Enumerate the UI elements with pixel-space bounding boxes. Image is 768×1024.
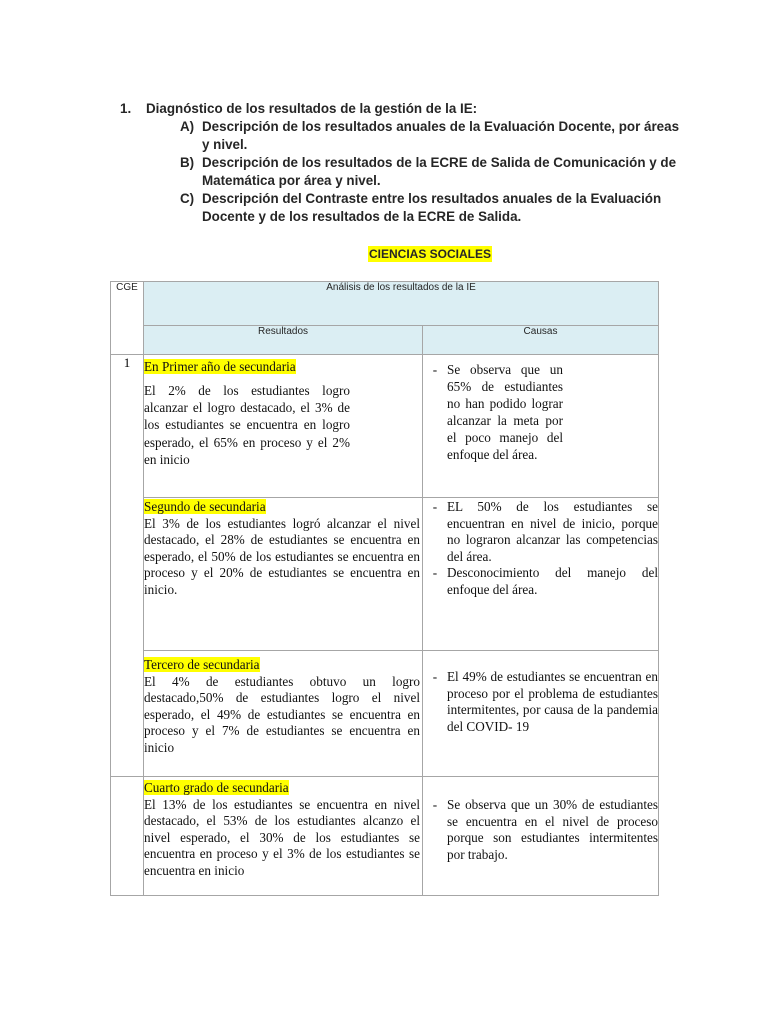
column-header-group: Análisis de los resultados de la IE (144, 282, 659, 326)
table-subheader-row (111, 326, 659, 355)
heading-number: 1. (120, 101, 132, 116)
cge-value: 1 (111, 355, 144, 777)
table-row (111, 777, 659, 896)
cge-empty (111, 777, 144, 896)
cause-item: - El 49% de estudiantes se encuentran en proceso por el problema de estudiantes intermitentes, por causa de la pandemia del COVID- 19 (432, 669, 658, 734)
result-cell (144, 355, 423, 498)
cause-cell (423, 498, 659, 651)
table-header-row (111, 282, 659, 326)
column-header-results: Resultados (144, 326, 423, 355)
heading-item-letter: C) (180, 191, 195, 206)
heading-item-letter: A) (180, 119, 195, 134)
heading-item-a (180, 118, 680, 154)
heading-item-text: Descripción del Contraste entre los resultados anuales de la Evaluación Docente y de los resultados de la ECRE de Salida. (202, 191, 662, 224)
result-cell (144, 651, 423, 777)
cause-item: - EL 50% de los estudiantes se encuentran en nivel de inicio, porque no lograron alcanzar las competencias del área. (432, 499, 658, 564)
results-table (110, 281, 659, 896)
result-cell (144, 498, 423, 651)
grade-title: En Primer año de secundaria (144, 359, 296, 374)
result-text: El 13% de los estudiantes se encuentra en nivel destacado, el 53% de los estudiantes alcanzo el nivel esperado, el 30% de los estudiantes se encuentra en proceso y el 3% de los estudiantes se encuentra en inicio (144, 796, 420, 878)
heading-main (120, 100, 680, 118)
result-cell (144, 777, 423, 896)
cause-text: Desconocimiento del manejo del enfoque del área. (447, 565, 658, 597)
cause-cell (423, 777, 659, 896)
heading-item-text: Descripción de los resultados anuales de la Evaluación Docente, por áreas y nivel. (202, 119, 680, 152)
heading-item-letter: B) (180, 155, 195, 170)
heading-item-c (180, 190, 680, 226)
cause-text: Se observa que un 30% de estudiantes se encuentra en el nivel de proceso porque son estudiantes intermitentes por trabajo. (447, 797, 658, 862)
heading-title: Diagnóstico de los resultados de la gestión de la IE: (146, 101, 478, 116)
grade-title: Tercero de secundaria (144, 657, 260, 672)
cause-cell (423, 651, 659, 777)
cause-item: - Se observa que un 30% de estudiantes se encuentra en el nivel de proceso porque son estudiantes intermitentes por trabajo. (432, 797, 658, 862)
result-text: El 3% de los estudiantes logró alcanzar el nivel destacado, el 28% de estudiantes se encuentra en esperado, el 50% de los estudiantes se encuentra en proceso y el 20% de estudiantes se encuentra en inicio. (144, 515, 420, 597)
cause-item: - Se observa que un 65% de estudiantes no han podido lograr alcanzar la meta por el poco manejo del enfoque del área. (432, 362, 563, 462)
table-row (111, 498, 659, 651)
grade-title: Segundo de secundaria (144, 499, 266, 514)
column-header-cge: CGE (111, 282, 144, 355)
cause-cell (423, 355, 659, 498)
cause-text: Se observa que un 65% de estudiantes no han podido lograr alcanzar la meta por el poco manejo del enfoque del área. (447, 362, 563, 462)
result-text: El 4% de estudiantes obtuvo un logro destacado,50% de estudiantes logro el nivel esperado, el 49% de estudiantes se encuentra en proceso y el 7% de estudiantes se encuentra en inicio (144, 673, 420, 755)
document-heading (120, 100, 680, 226)
heading-item-b (180, 154, 680, 190)
table-row (111, 355, 659, 498)
cause-text: El 49% de estudiantes se encuentran en proceso por el problema de estudiantes intermitentes, por causa de la pandemia del COVID- 19 (447, 669, 658, 734)
heading-item-text: Descripción de los resultados de la ECRE de Salida de Comunicación y de Matemática por área y nivel. (202, 155, 677, 188)
grade-title: Cuarto grado de secundaria (144, 780, 289, 795)
cause-item: - Desconocimiento del manejo del enfoque del área. (432, 565, 658, 597)
result-text: El 2% de los estudiantes logro alcanzar el logro destacado, el 3% de los estudiantes se encuentra en logro esperado, el 65% en proceso y el 2% en inicio (144, 382, 350, 468)
column-header-causes: Causas (423, 326, 659, 355)
cause-text: EL 50% de los estudiantes se encuentran en nivel de inicio, porque no lograron alcanzar las competencias del área. (447, 499, 658, 564)
table-row (111, 651, 659, 777)
section-title: CIENCIAS SOCIALES (369, 247, 492, 261)
